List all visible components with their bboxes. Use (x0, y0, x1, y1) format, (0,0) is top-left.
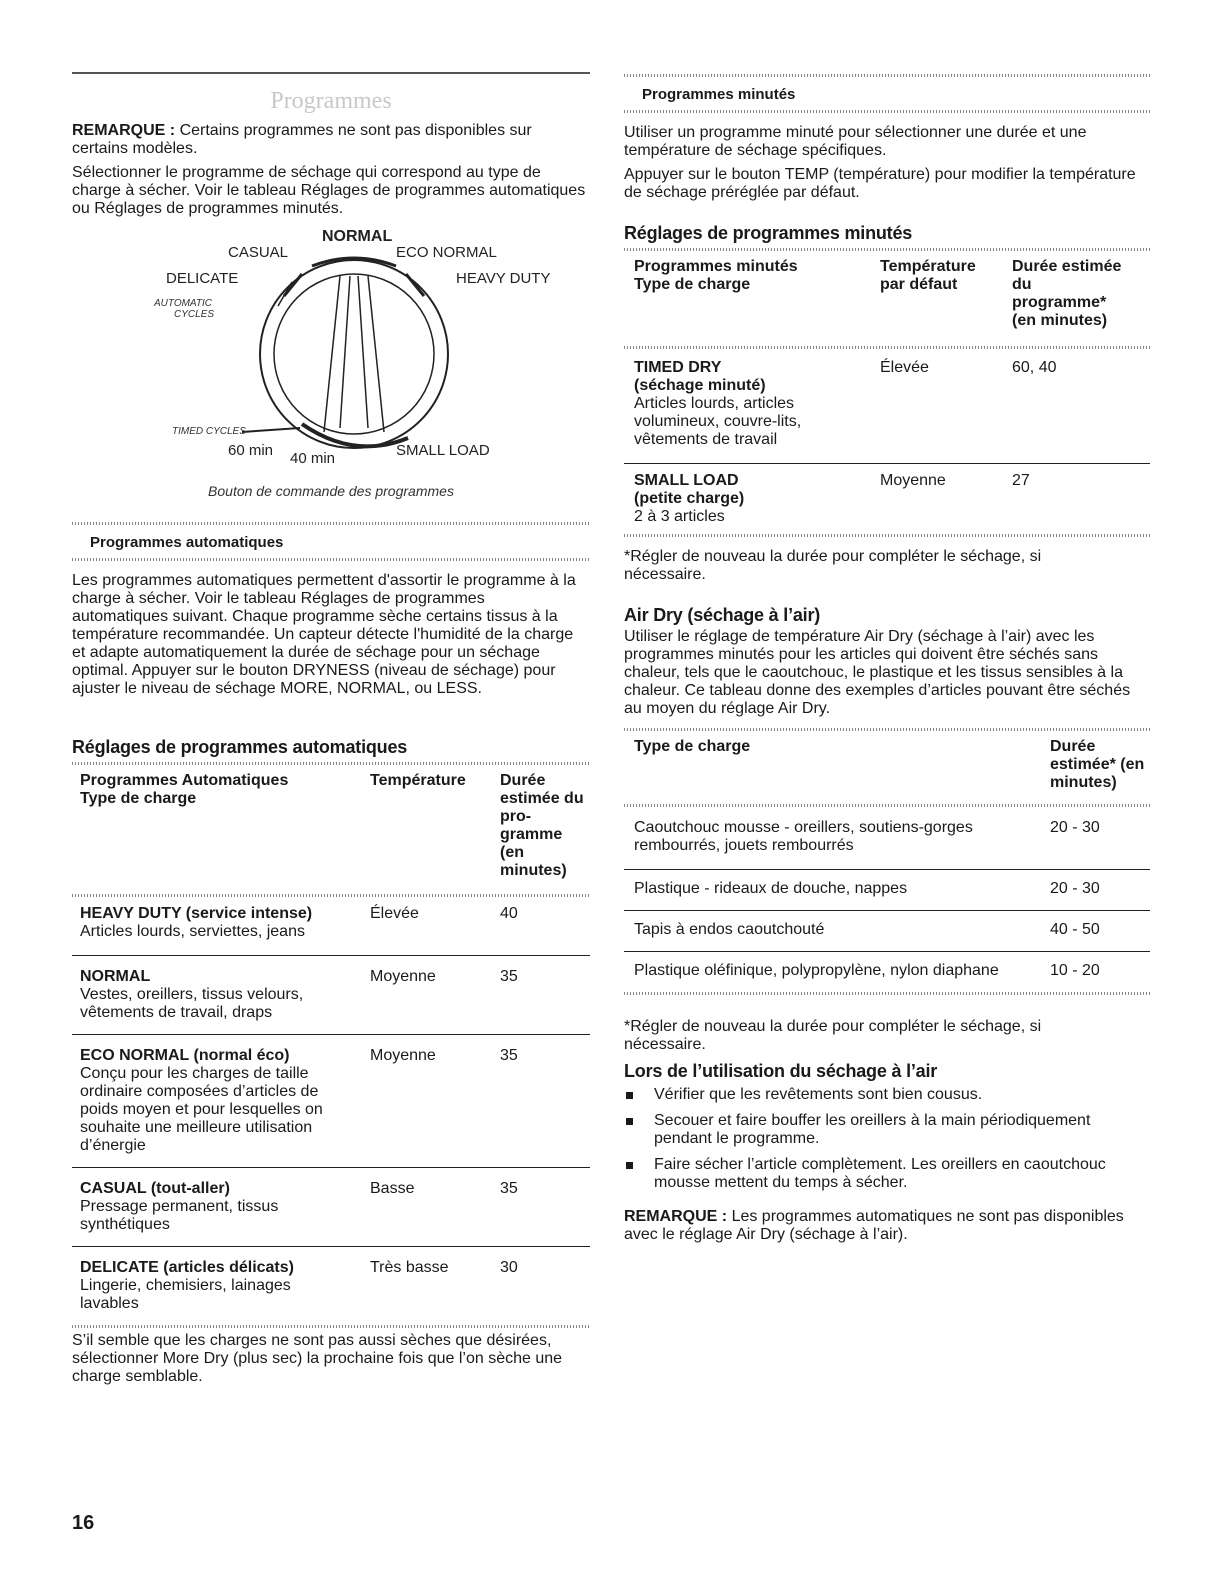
row-name: ECO NORMAL (normal éco) (80, 1047, 290, 1064)
intro-paragraph: Sélectionner le programme de séchage qui correspond au type de charge à sécher. Voir le tableau Réglages de programmes automatiques ou Réglages de programmes minutés. (72, 164, 586, 217)
row-duration: 35 (500, 1180, 518, 1197)
top-rule (72, 72, 590, 74)
divider (624, 74, 1150, 77)
dial-knob-icon (142, 228, 582, 488)
timed-paragraph-1: Utiliser un programme minuté pour sélectionner une durée et une température de séchage spécifiques. (624, 124, 1087, 159)
dial-caption: Bouton de commande des programmes (208, 483, 454, 499)
timed-settings-table (624, 258, 1150, 537)
list-item: Vérifier que les revêtements sont bien cousus. (624, 1086, 1150, 1104)
row-name: NORMAL (80, 968, 151, 985)
row-name: HEAVY DUTY (service intense) (80, 905, 313, 922)
page-number: 16 (72, 1512, 95, 1534)
row-name: SMALL LOAD (634, 472, 739, 489)
row-load-type: Tapis à endos caoutchouté (634, 921, 825, 938)
row-duration: 35 (500, 1047, 518, 1064)
divider (72, 558, 590, 561)
row-name: DELICATE (articles délicats) (80, 1259, 294, 1276)
row-subtitle: (petite charge) (634, 490, 745, 507)
row-description: Articles lourds, articles volumineux, couvre-lits, vêtements de travail (634, 395, 802, 448)
row-duration: 30 (500, 1259, 518, 1276)
row-duration: 20 - 30 (1050, 880, 1100, 897)
divider (72, 1325, 590, 1328)
dial-eco-normal-label: ECO NORMAL (396, 244, 497, 261)
table-row (72, 1035, 590, 1168)
footnote: *Régler de nouveau la durée pour compléter le séchage, si nécessaire. (624, 1018, 1042, 1053)
row-temperature: Élevée (880, 359, 929, 376)
row-description: 2 à 3 articles (634, 508, 725, 525)
air-dry-table (624, 738, 1150, 995)
table-row (624, 464, 1150, 535)
table-row (624, 349, 1150, 464)
dial-cycles-label: CYCLES (174, 309, 215, 320)
row-duration: 40 (500, 905, 518, 922)
auto-table-title: Réglages de programmes automatiques (72, 737, 408, 757)
footnote: *Régler de nouveau la durée pour compléter le séchage, si nécessaire. (624, 548, 1042, 583)
row-temperature: Basse (370, 1180, 415, 1197)
divider (624, 248, 1150, 251)
timed-paragraph-2: Appuyer sur le bouton TEMP (température) pour modifier la température de séchage préréglée par défaut. (624, 166, 1136, 201)
divider (624, 992, 1150, 995)
table-header: Type de charge Durée estimée* (en minutes) (634, 738, 1145, 791)
row-duration: 27 (1012, 472, 1030, 489)
row-load-type: Plastique - rideaux de douche, nappes (634, 880, 908, 897)
row-duration: 40 - 50 (1050, 921, 1100, 938)
row-temperature: Moyenne (880, 472, 946, 489)
air-dry-paragraph: Utiliser le réglage de température Air Dry (séchage à l’air) avec les programmes minutés pour les articles qui doivent être séchés sans chaleur, tels que le caoutchouc, le plastique et les tissus sensibles à la chaleur. Ce tableau donne des exemples d’articles pouvant être séchés au moyen du réglage Air Dry. (624, 628, 1131, 717)
divider (624, 110, 1150, 113)
table-row (72, 1247, 590, 1326)
row-load-type: Caoutchouc mousse - oreillers, soutiens-gorges rembourrés, jouets rembourrés (634, 819, 973, 854)
row-description: Articles lourds, serviettes, jeans (80, 923, 305, 940)
list-item: Faire sécher l’article complètement. Les oreillers en caoutchouc mousse mettent du temps à sécher. (624, 1156, 1150, 1192)
row-duration: 35 (500, 968, 518, 985)
auto-settings-table (72, 772, 590, 1328)
page-title: Programmes (270, 88, 392, 114)
row-duration: 20 - 30 (1050, 819, 1100, 836)
timed-table-title: Réglages de programmes minutés (624, 223, 913, 243)
more-dry-paragraph: S’il semble que les charges ne sont pas aussi sèches que désirées, sélectionner More Dry (plus sec) la prochaine fois que l’on sèche une charge semblable. (72, 1332, 563, 1385)
table-row (72, 956, 590, 1035)
dial-heavy-duty-label: HEAVY DUTY (456, 270, 551, 287)
row-temperature: Moyenne (370, 1047, 436, 1064)
dial-automatic-label: AUTOMATIC (154, 298, 212, 309)
divider (72, 762, 590, 765)
row-description: Lingerie, chemisiers, lainages lavables (80, 1277, 291, 1312)
row-description: Pressage permanent, tissus synthétiques (80, 1198, 279, 1233)
dial-40min-label: 40 min (290, 450, 336, 467)
row-name: TIMED DRY (634, 359, 722, 376)
table-row (624, 807, 1150, 870)
row-duration: 60, 40 (1012, 359, 1057, 376)
list-item: Secouer et faire bouffer les oreillers à la main périodiquement pendant le programme. (624, 1112, 1150, 1148)
table-header: Programmes minutés Type de charge Température par défaut Durée estimée du programme* (en minutes) (634, 258, 1122, 329)
dial-small-load-label: SMALL LOAD (396, 442, 490, 459)
table-row (624, 952, 1150, 993)
note: REMARQUE : Les programmes automatiques ne sont pas disponibles avec le réglage Air Dry (séchage à l’air). (624, 1208, 1124, 1243)
usage-bullet-list (624, 1086, 1150, 1200)
row-duration: 10 - 20 (1050, 962, 1100, 979)
row-description: Vestes, oreillers, tissus velours, vêtements de travail, draps (80, 986, 304, 1021)
auto-programs-paragraph: Les programmes automatiques permettent d'assortir le programme à la charge à sécher. Voir le tableau Réglages de programmes automatiques suivant. Chaque programme sèche certains tissus à la température recommandée. Un capteur détecte l'humidité de la charge et adapte automatiquement la durée de séchage pour un séchage optimal. Appuyer sur le bouton DRYNESS (niveau de séchage) pour ajuster le niveau de séchage MORE, NORMAL, ou LESS. (72, 572, 576, 697)
air-dry-title: Air Dry (séchage à l’air) (624, 605, 821, 625)
table-row (624, 870, 1150, 911)
row-temperature: Élevée (370, 905, 419, 922)
dial-60min-label: 60 min (228, 442, 274, 459)
dial-normal-label: NORMAL (322, 228, 393, 245)
dial-delicate-label: DELICATE (166, 270, 239, 287)
divider (72, 522, 590, 525)
table-row (72, 897, 590, 956)
row-load-type: Plastique oléfinique, polypropylène, nylon diaphane (634, 962, 999, 979)
note: REMARQUE : Certains programmes ne sont pas disponibles sur certains modèles. (72, 122, 532, 157)
table-row (624, 911, 1150, 952)
divider (624, 534, 1150, 537)
divider (624, 728, 1150, 731)
row-subtitle: (séchage minuté) (634, 377, 766, 394)
dial-timed-cycles-label: TIMED CYCLES (172, 426, 246, 437)
air-dry-usage-title: Lors de l’utilisation du séchage à l’air (624, 1061, 938, 1081)
table-row (72, 1168, 590, 1247)
table-header: Programmes Automatiques Type de charge Température Durée estimée du pro- gramme (en minutes) (80, 772, 584, 879)
dial-casual-label: CASUAL (228, 244, 289, 261)
row-name: CASUAL (tout-aller) (80, 1180, 230, 1197)
auto-programs-heading: Programmes automatiques (90, 534, 284, 551)
timed-programs-heading: Programmes minutés (642, 86, 796, 103)
row-temperature: Très basse (370, 1259, 449, 1276)
row-description: Conçu pour les charges de taille ordinaire composées d’articles de poids moyen et pour lesquelles on souhaite une meilleure utilisation d’énergie (80, 1065, 323, 1154)
program-dial-figure (142, 228, 582, 488)
row-temperature: Moyenne (370, 968, 436, 985)
